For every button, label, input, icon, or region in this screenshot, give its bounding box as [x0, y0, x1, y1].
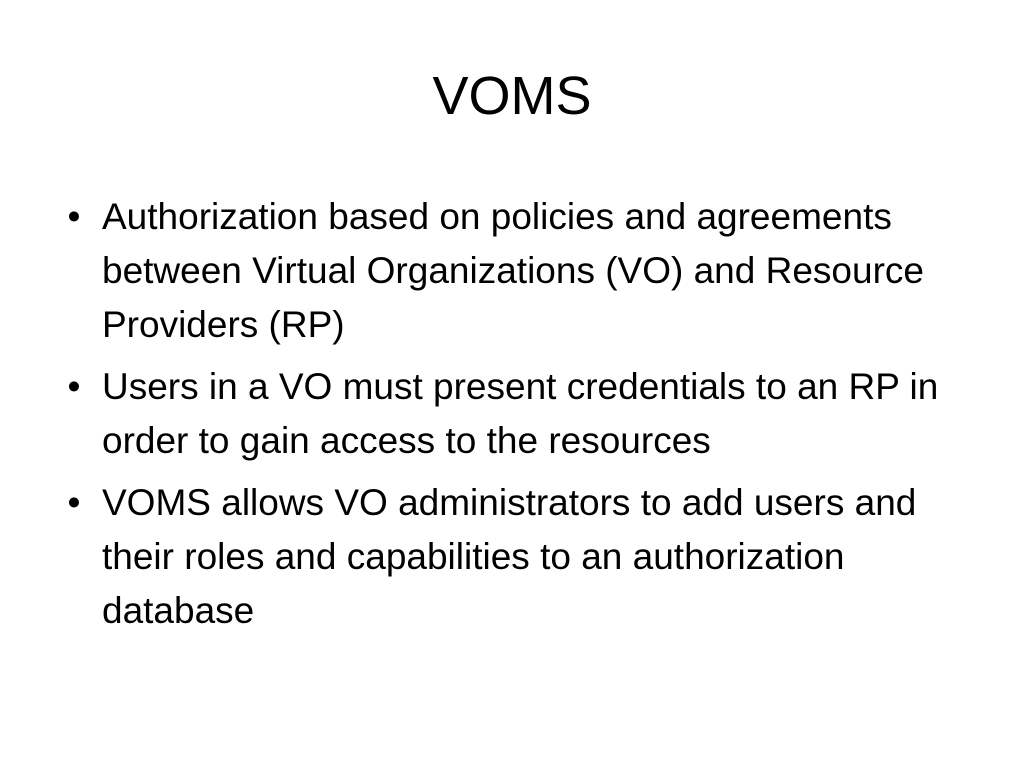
- bullet-icon: •: [67, 482, 81, 523]
- bullet-icon: •: [67, 196, 81, 237]
- bullet-item-authorization: [56, 190, 986, 352]
- bullet-icon: •: [67, 366, 81, 407]
- bullet-text: Authorization based on policies and agreements between Virtual Organizations (VO) and Resource Providers (RP): [102, 196, 924, 345]
- bullet-list: [56, 190, 986, 646]
- bullet-text: Users in a VO must present credentials to an RP in order to gain access to the resources: [102, 366, 939, 461]
- slide-title: VOMS: [432, 66, 592, 126]
- bullet-item-voms-admin: [56, 476, 986, 638]
- bullet-text: VOMS allows VO administrators to add users and their roles and capabilities to an authorization database: [102, 482, 917, 631]
- bullet-item-credentials: [56, 360, 986, 468]
